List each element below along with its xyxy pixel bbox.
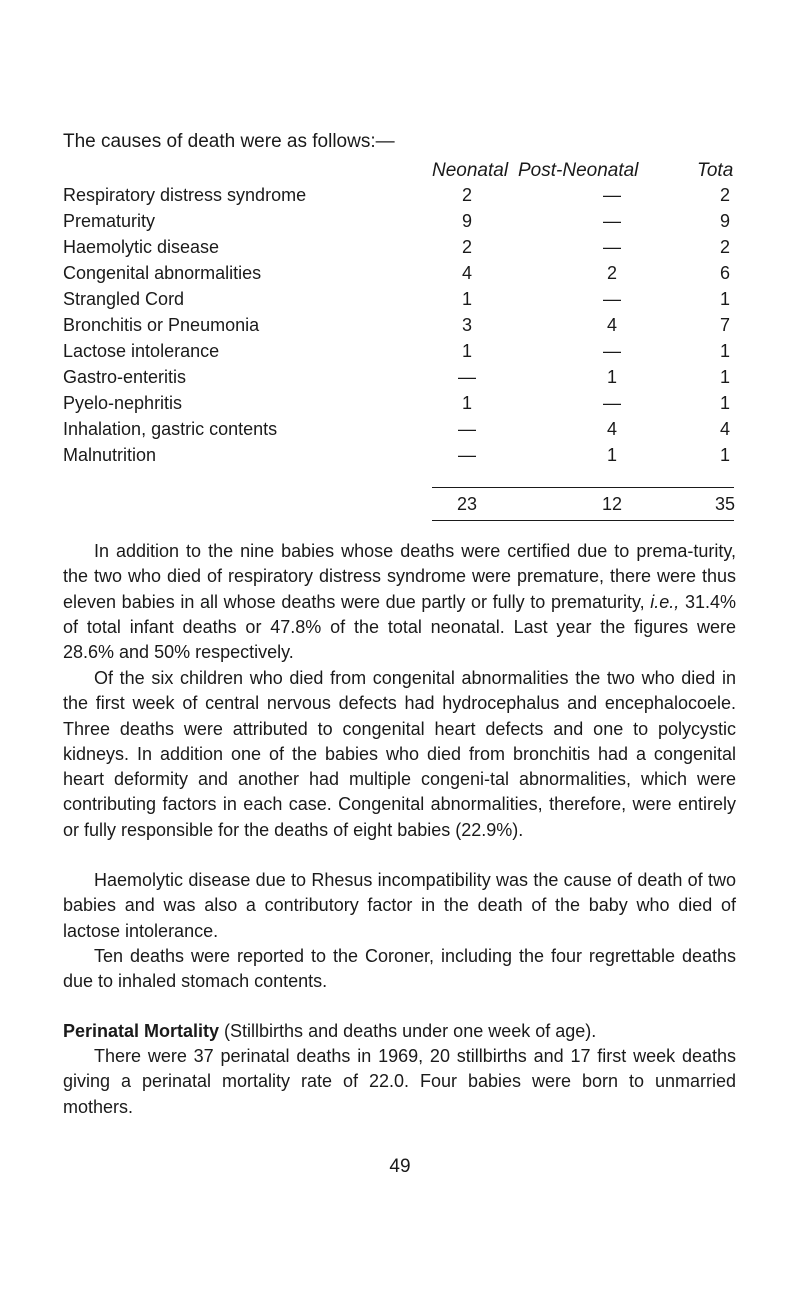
total-value: 1: [719, 393, 730, 413]
cause-label: Strangled Cord: [63, 289, 185, 309]
total-value: 1: [719, 367, 730, 387]
cause-label: Gastro-enteritis: [63, 367, 187, 387]
cause-label: Congenital abnormalities: [63, 263, 262, 283]
table-row: [63, 263, 783, 289]
perinatal-heading-line: [63, 1019, 736, 1044]
table-row: [63, 393, 783, 419]
post-neonatal-value: 2: [606, 263, 617, 283]
total-value: 2: [719, 185, 730, 205]
totals-bottom-rule: [432, 520, 734, 521]
post-neonatal-value: —: [603, 289, 621, 309]
table-row: [63, 367, 783, 393]
post-neonatal-value: —: [603, 185, 621, 205]
neonatal-value: 4: [461, 263, 472, 283]
post-neonatal-value: —: [603, 237, 621, 257]
neonatal-value: 3: [461, 315, 472, 335]
totals-top-rule: [432, 487, 734, 488]
neonatal-value: 2: [461, 185, 472, 205]
post-neonatal-value: 4: [606, 419, 617, 439]
column-header-post-neonatal: Post-Neonatal: [518, 160, 639, 181]
paragraph-coroner: Ten deaths were reported to the Coroner, including the four regrettable deaths due to inhaled stomach contents.: [63, 946, 736, 992]
table-row: [63, 315, 783, 341]
neonatal-value: 2: [461, 237, 472, 257]
cause-label: Bronchitis or Pneumonia: [63, 315, 260, 335]
neonatal-total: 23: [456, 494, 478, 514]
page-number: 49: [389, 1156, 411, 1177]
neonatal-value: 9: [461, 211, 472, 231]
neonatal-value: 1: [461, 289, 472, 309]
neonatal-value: —: [458, 367, 476, 387]
table-row: [63, 211, 783, 237]
cause-label: Haemolytic disease: [63, 237, 220, 257]
paragraph-text: 31.4% of total infant deaths or 47.8% of the total neonatal. Last year the figures were 28.6% and 50% respectively.: [63, 591, 736, 663]
grand-total: 35: [714, 494, 736, 514]
post-neonatal-value: 1: [606, 367, 617, 387]
table-row: [63, 185, 783, 211]
table-row: [63, 445, 783, 471]
total-value: 4: [719, 419, 730, 439]
table-row: [63, 341, 783, 367]
intro-line: The causes of death were as follows:—: [63, 131, 395, 152]
paragraph-perinatal: There were 37 perinatal deaths in 1969, 20 stillbirths and 17 first week deaths giving a perinatal mortality rate of 22.0. Four babies were born to unmarried mothers.: [63, 1046, 736, 1117]
paragraph-text: In addition to the nine babies whose deaths were certified due to prema-turity, the two who died of respiratory distress syndrome were premature, there were thus eleven babies in all whose deaths were due partly or fully to prematurity,: [63, 541, 736, 612]
cause-label: Inhalation, gastric contents: [63, 419, 278, 439]
neonatal-value: —: [458, 445, 476, 465]
total-value: 1: [719, 289, 730, 309]
paragraph-haemolytic: Haemolytic disease due to Rhesus incompatibility was the cause of death of two babies and was also a contributory factor in the death of the baby who died of lactose intolerance.: [63, 870, 736, 941]
table-row: [63, 289, 783, 315]
post-neonatal-value: —: [603, 393, 621, 413]
table-row: [63, 237, 783, 263]
ie-abbrev: i.e.,: [650, 591, 680, 612]
post-neonatal-value: —: [603, 341, 621, 361]
neonatal-value: 1: [461, 393, 472, 413]
total-value: 2: [719, 237, 730, 257]
post-neonatal-value: 1: [606, 445, 617, 465]
neonatal-value: —: [458, 419, 476, 439]
column-header-neonatal: Neonatal: [432, 160, 509, 181]
total-value: 1: [719, 341, 730, 361]
total-value: 7: [719, 315, 730, 335]
cause-label: Pyelo-nephritis: [63, 393, 183, 413]
perinatal-heading: Perinatal Mortality: [63, 1021, 220, 1041]
cause-label: Lactose intolerance: [63, 341, 220, 361]
total-value: 9: [719, 211, 730, 231]
neonatal-value: 1: [461, 341, 472, 361]
total-value: 1: [719, 445, 730, 465]
paragraph-prematurity: [63, 539, 736, 665]
total-value: 6: [719, 263, 730, 283]
column-header-total: Tota: [697, 160, 734, 181]
paragraph-congenital: Of the six children who died from congenital abnormalities the two who died in the first week of central nervous defects had hydrocephalus and encephalocoele. Three deaths were attributed to congenital heart defects and one to polycystic kidneys. In addition one of the babies who died from bronchitis had a congenital heart deformity and another had multiple congeni-tal abnormalities, which were contributing factors in each case. Congenital abnormalities, therefore, were entirely or fully responsible for the deaths of eight babies (22.9%).: [63, 668, 736, 840]
post-neonatal-value: —: [603, 211, 621, 231]
cause-label: Respiratory distress syndrome: [63, 185, 307, 205]
post-neonatal-value: 4: [606, 315, 617, 335]
totals-row: [63, 494, 783, 520]
post-neonatal-total: 12: [601, 494, 623, 514]
table-row: [63, 419, 783, 445]
cause-label: Malnutrition: [63, 445, 157, 465]
cause-label: Prematurity: [63, 211, 156, 231]
perinatal-subheading: (Stillbirths and deaths under one week of age).: [219, 1021, 597, 1041]
